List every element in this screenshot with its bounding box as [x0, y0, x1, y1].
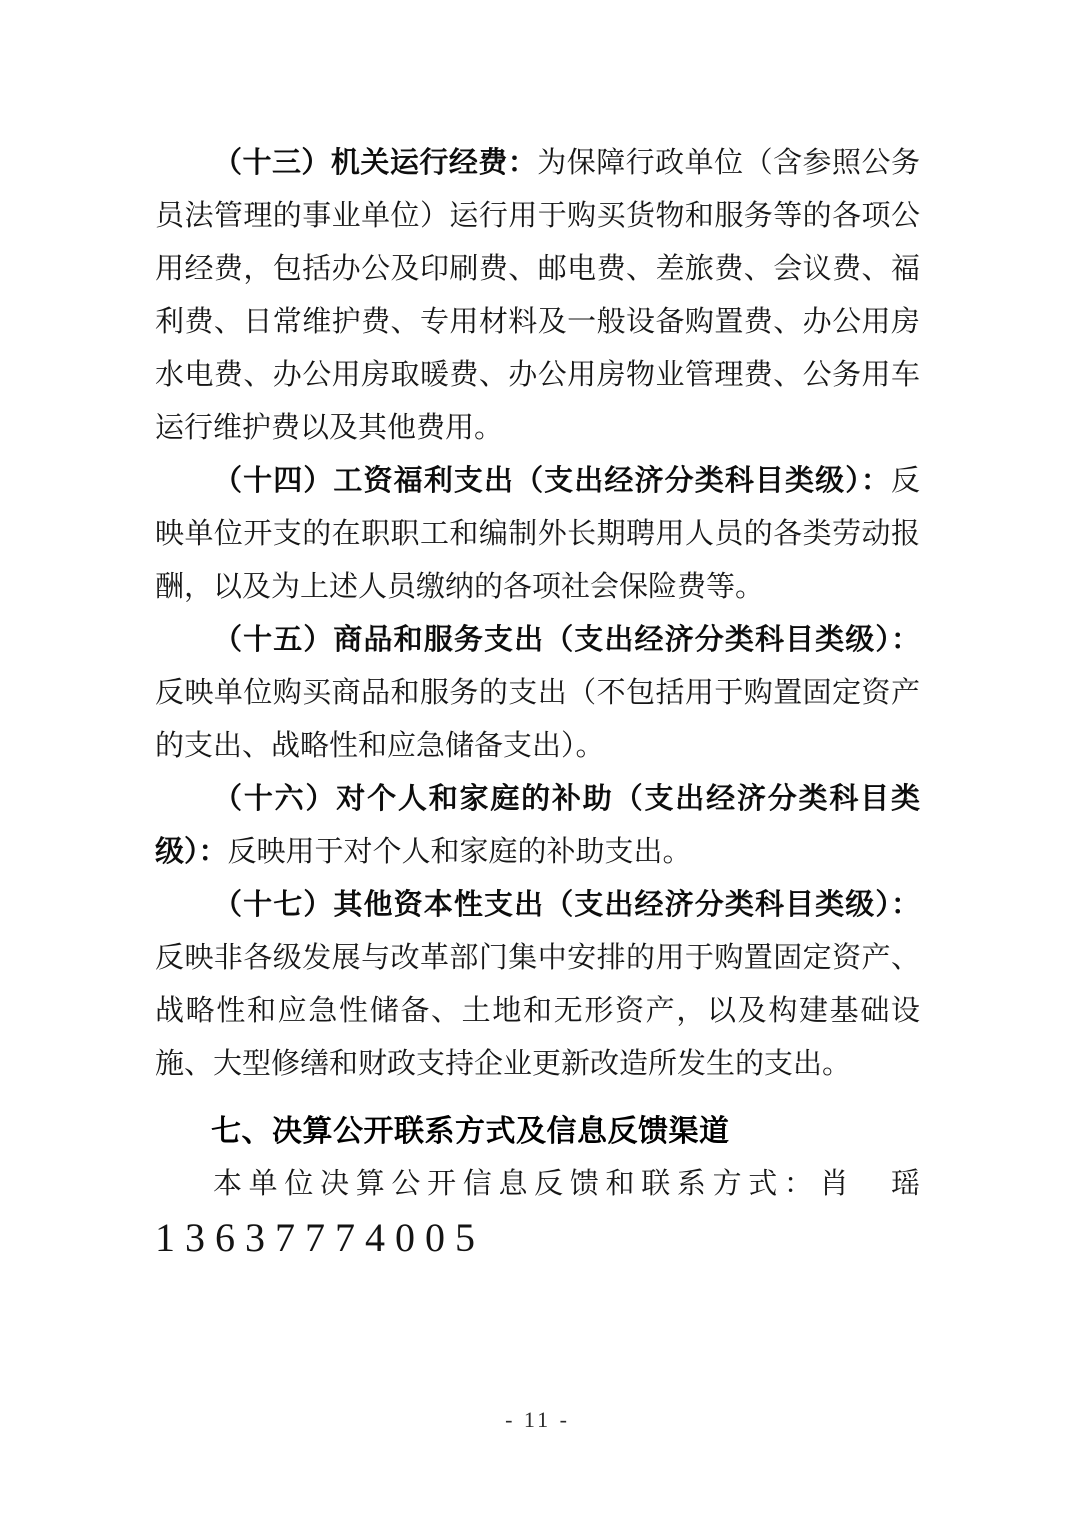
paragraph-item-13	[155, 137, 920, 455]
paragraph-item-17	[155, 879, 920, 1091]
paragraph-lead: （十五）商品和服务支出（支出经济分类科目类级）：	[213, 624, 920, 656]
contact-info-line: 本单位决算公开信息反馈和联系方式：肖 瑶	[213, 1168, 920, 1200]
paragraph-item-15	[155, 614, 920, 773]
paragraph-item-14	[155, 455, 920, 614]
paragraph-text: 反映用于对个人和家庭的补助支出。	[227, 836, 692, 868]
paragraph-lead: （十六）对个人和家庭的补助（支出经济分类科目类级）：	[155, 783, 920, 868]
contact-phone-number: 13637774005	[155, 1215, 485, 1260]
paragraph-text: 反映单位开支的在职职工和编制外长期聘用人员的各类劳动报酬，以及为上述人员缴纳的各项社会保险费等。	[155, 465, 920, 603]
document-body	[155, 137, 920, 1264]
paragraph-item-16	[155, 773, 920, 879]
section-heading: 七、决算公开联系方式及信息反馈渠道	[211, 1115, 730, 1148]
paragraph-lead: （十三）机关运行经费：	[213, 147, 538, 179]
paragraph-text: 为保障行政单位（含参照公务员法管理的事业单位）运行用于购买货物和服务等的各项公用经费，包括办公及印刷费、邮电费、差旅费、会议费、福利费、日常维护费、专用材料及一般设备购置费、办公用房水电费、办公用房取暖费、办公用房物业管理费、公务用车运行维护费以及其他费用。	[155, 147, 920, 444]
paragraph-lead: （十七）其他资本性支出（支出经济分类科目类级）：	[213, 889, 920, 921]
paragraph-text: 反映非各级发展与改革部门集中安排的用于购置固定资产、战略性和应急性储备、土地和无形资产，以及构建基础设施、大型修缮和财政支持企业更新改造所发生的支出。	[155, 942, 920, 1080]
paragraph-text: 反映单位购买商品和服务的支出（不包括用于购置固定资产的支出、战略性和应急储备支出）。	[155, 677, 920, 762]
paragraph-lead: （十四）工资福利支出（支出经济分类科目类级）：	[213, 465, 891, 497]
page-number: - 11 -	[505, 1407, 570, 1432]
